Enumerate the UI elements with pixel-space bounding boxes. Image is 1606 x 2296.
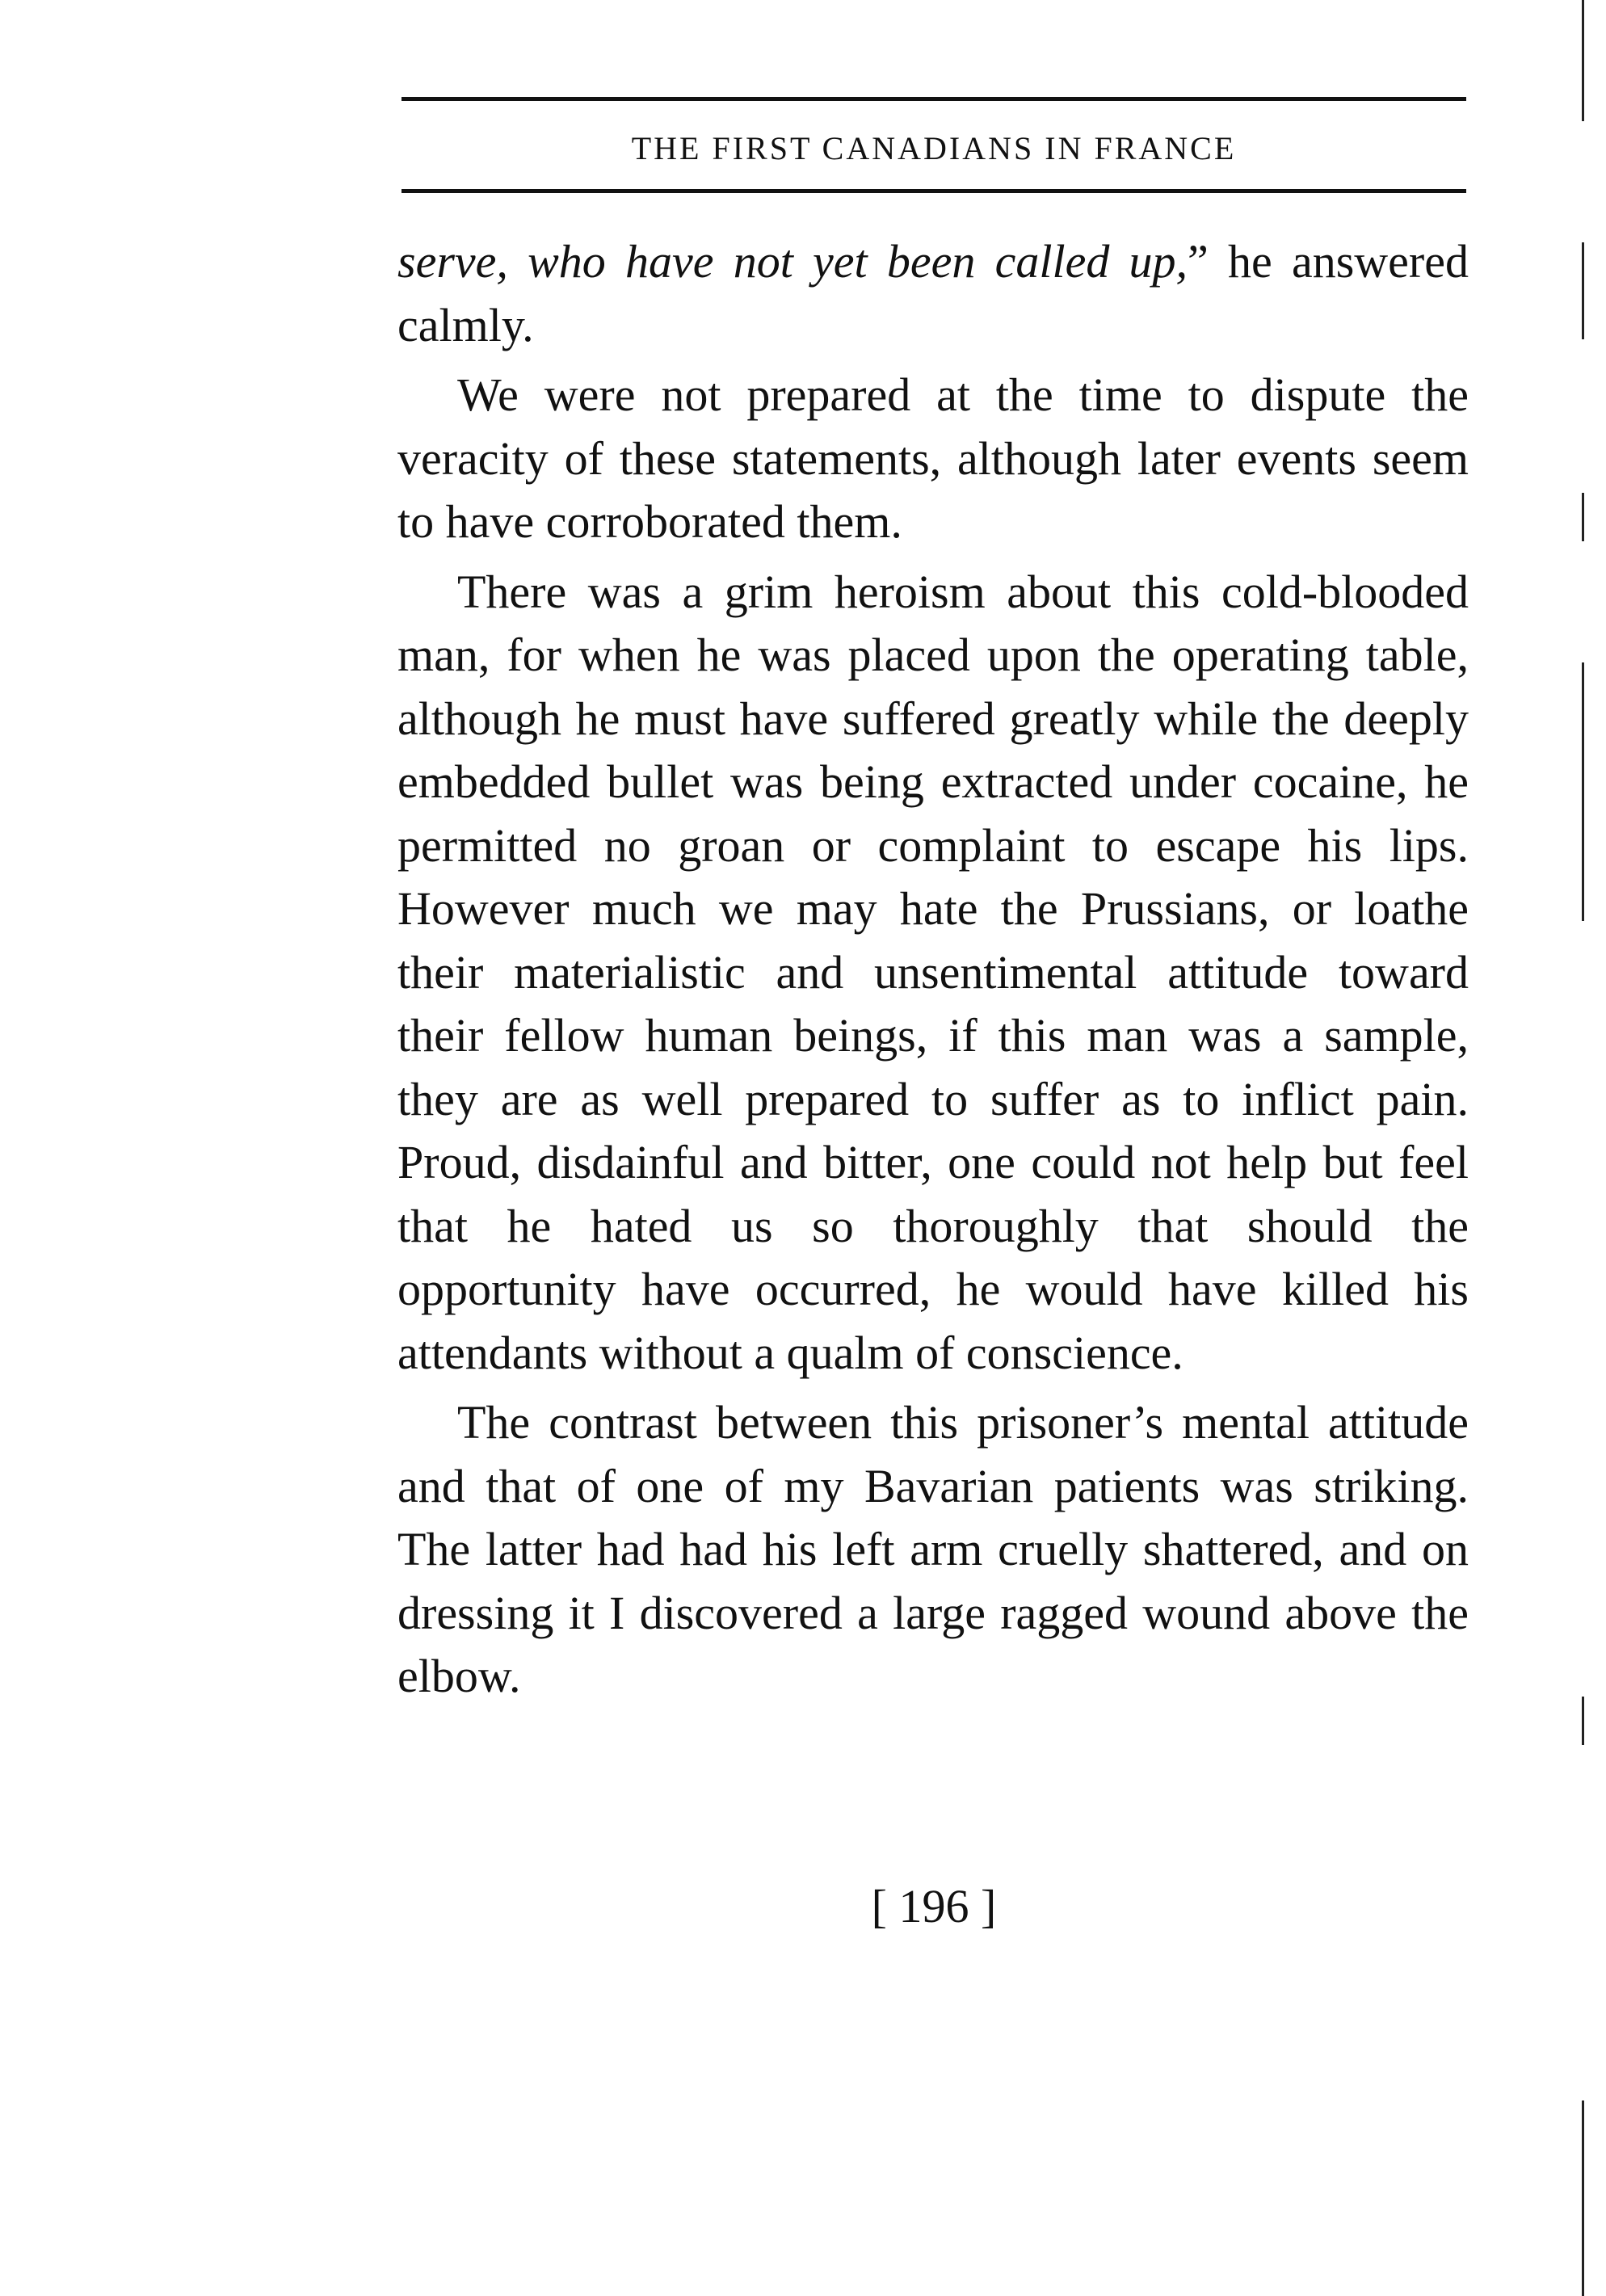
scan-edge-mark — [1582, 2100, 1584, 2296]
scan-edge-mark — [1582, 242, 1584, 339]
scan-edge-mark — [1582, 1697, 1584, 1745]
paragraph: The contrast between this prisoner’s mental attitude and that of one of my Bavarian patients was striking. The latter had had his left arm cruelly shattered, and on dressing it I discovered a large ragged wound above the elbow. — [397, 1396, 1469, 1702]
paragraph-continued — [397, 230, 1469, 357]
scan-edge-mark — [1582, 493, 1584, 541]
header-top-rule — [402, 97, 1466, 101]
header-bottom-rule — [402, 189, 1466, 193]
paragraph: There was a grim heroism about this cold-blooded man, for when he was placed upon the operating table, although he must have suffered greatly while the deeply embedded bullet was being extracted under cocaine, he permitted no groan or complaint to escape his lips. However much we may hate the Prussians, or loathe their materialistic and unsentimental attitude toward their fellow human beings, if this man was a sample, they are as well prepared to suffer as to inflict pain. Proud, disdainful and bitter, one could not help but feel that he hated us so thoroughly that should the opportunity have occurred, he would have killed his attendants without a qualm of conscience. — [397, 565, 1469, 1379]
scan-edge-mark — [1582, 662, 1584, 921]
body-text — [397, 230, 1469, 1709]
paragraph: We were not prepared at the time to dispute the veracity of these statements, although later events seem to have corroborated them. — [397, 368, 1469, 548]
paragraph-text: ” he answered calmly. — [397, 235, 1469, 351]
italic-speech: serve, who have not yet been called up, — [397, 235, 1188, 288]
running-head: THE FIRST CANADIANS IN FRANCE — [631, 130, 1237, 166]
page-number: [ 196 ] — [871, 1880, 997, 1932]
scan-edge-mark — [1582, 0, 1584, 121]
